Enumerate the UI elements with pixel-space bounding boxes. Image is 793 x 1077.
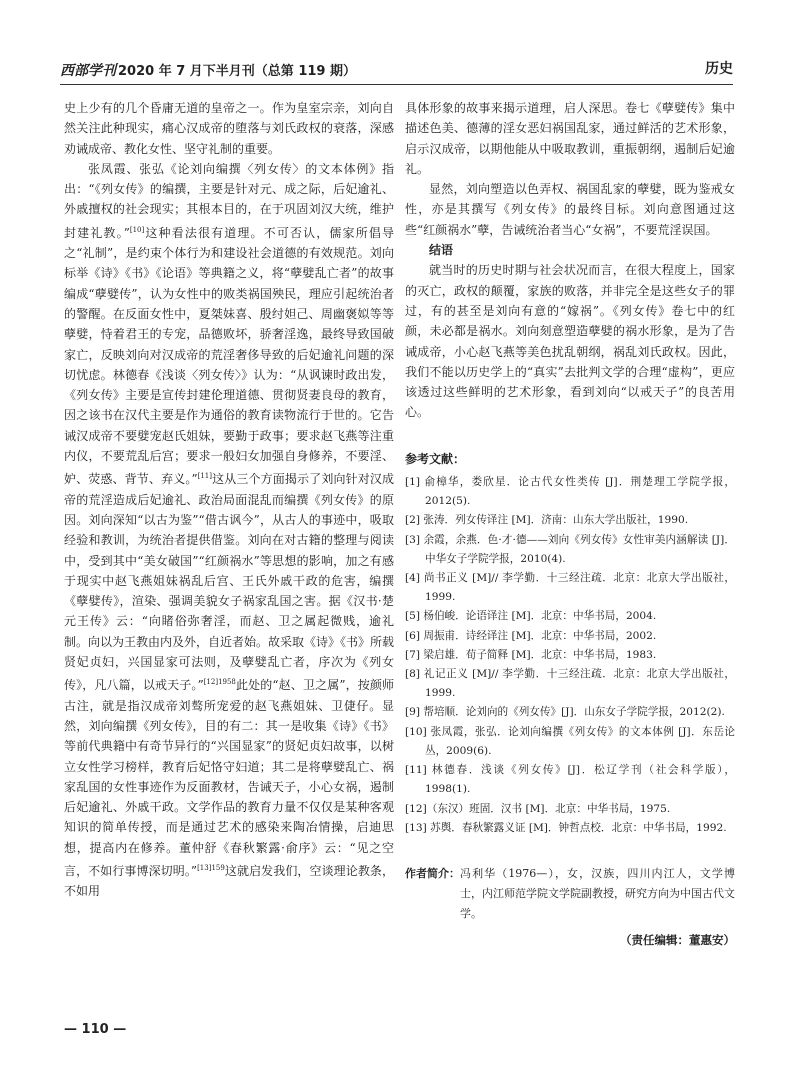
page-header: [60, 56, 733, 85]
reference-item: [6] 周振甫．诗经译注 [M]．北京：中华书局，2002.: [405, 629, 657, 642]
conclusion-paragraph: 就当时的历史时期与社会状况而言，在很大程度上，国家的灭亡，政权的颠覆，家族的败落，并非完全是这些女子的罪过，有的甚至是刘向有意的“嫁祸”。《列女传》卷七中的红颜，未必都是祸水。刘向刻意塑造孽嬖的祸水形象，是为了告诫成帝，小心赵飞燕等美色扰乱朝纲，祸乱刘氏政权。因此，我们不能以历史学上的“真实”去批判文学的合理“虚构”，更应该透过这些鲜明的艺术形象，看到刘向“以戒天子”的良苦用心。: [405, 263, 735, 420]
paragraph: 张凤霞、张弘《论刘向编撰〈列女传〉的文本体例》指出：“《列女传》的编撰，主要是针对元、成之际，后妃逾礼、外戚擅权的社会现实；其根本目的，在于巩固刘汉大统，维护封建礼教。”[10]这种看法很有道理。不可否认，儒家所倡导之“礼制”，是约束个体行为和建设社会道德的有效规范。刘向标举《诗》《书》《论语》等典籍之义，将“孽嬖乱亡者”的故事编成“孽嬖传”，认为女性中的败类祸国殃民，理应引起统治者的警醒。在反面女性中，夏桀妹喜、殷纣妲己、周幽褒姒等等孽嬖，恃着君王的专宠，品德败坏，骄奢淫逸，最终导致国破家亡，反映刘向对汉成帝的荒淫奢侈导致的后妃逾礼问题的深切忧虑。林德春《浅谈〈列女传〉》认为：“从讽谏时政出发，《列女传》主要是宣传封建伦理道德、贯彻贤妻良母的教育，因之该书在汉代主要是作为通俗的教育读物流行于世的。它告诫汉成帝不要嬖宠赵氏姐妹，要勤于政事；要求赵飞燕等注重内仪，不要荒乱后宫；要求一般妇女加强自身修养，不要淫、妒、荧惑、背节、弃义。”[11]这从三个方面揭示了刘向针对汉成帝的荒淫造成后妃逾礼、政治局面混乱而编撰《列女传》的原因。刘向深知“以古为鉴”“借古讽今”，从古人的事迹中，吸取经验和教训，为统治者提供借鉴。刘向在对古籍的整理与阅读中，受到其中“美女破国”“红颜祸水”等思想的影响，加之有感于现实中赵飞燕姐妹祸乱后宫、王氏外戚干政的危害，编撰《孽嬖传》，渲染、强调美貌女子祸家乱国之害。据《汉书·楚元王传》云：“向睹俗弥奢淫，而赵、卫之属起微贱，逾礼制。向以为王教由内及外，自近者始。故采取《诗》《书》所载贤妃贞妇，兴国显家可法则，及孽嬖乱亡者，序次为《列女传》，凡八篇，以戒天子。”$^{[12]1958}$此处的“赵、卫之属”，按颜师古注，就是指汉成帝刘骜所宠爱的赵飞燕姐妹、卫倢仔。显然，刘向编撰《列女传》，目的有二：其一是收集《诗》《书》等前代典籍中有奇节异行的“兴国显家”的贤妃贞妇故事，以树立女性学习榜样，教育后妃恪守妇道；其二是将孽嬖乱亡、祸家乱国的女性事迹作为反面教材，告诫天子，小心女祸，遏制后妃逾礼、外戚干政。文学作品的教育力量不仅仅是某种客观知识的简单传授，而是通过艺术的感染来陶冶情操，启迪思想，提高内在修养。董仲舒《春秋繁露·俞序》云：“见之空言，不如行事博深切明。”$^{[13]159}$这就启发我们，空谈理论教条，不如用: [64, 161, 395, 899]
reference-item: [10] 张凤霞，张弘．论刘向编撰《列女传》的文本体例 [J]．东岳论丛，2009(6).: [405, 725, 735, 757]
reference-item: [4] 尚书正义 [M]// 李学勤．十三经注疏．北京：北京大学出版社，1999.: [405, 572, 735, 604]
left-column: [64, 98, 394, 902]
reference-item: [3] 余霞，余燕．色·才·德——刘向《列女传》女性审美内涵解读 [J]．中华女子学院学报，2010(4).: [405, 533, 735, 565]
reference-item: [11] 林德春．浅谈《列女传》[J]．松辽学刊（社会科学版），1998(1).: [405, 764, 735, 796]
citation: [12]1958: [203, 678, 236, 687]
reference-item: [5] 杨伯峻．论语译注 [M]．北京：中华书局，2004.: [405, 610, 657, 623]
reference-item: [7] 梁启雄．荀子简释 [M]．北京：中华书局，1983.: [405, 648, 657, 661]
references-list: [405, 473, 735, 838]
author-bio: [405, 864, 735, 924]
section-title: 历史: [705, 61, 733, 77]
paragraph: 史上少有的几个昏庸无道的皇帝之一。作为皇室宗亲，刘向自然关注此种现实，痛心汉成帝的堕落与刘氏政权的衰落，深感劝诫成帝、教化女性、坚守礼制的重要。: [64, 101, 394, 156]
right-column: [405, 98, 735, 950]
author-text: 冯利华（1976—），女，汉族，四川内江人，文学博士，内江师范学院文学院副教授，研究方向为中国古代文学。: [460, 866, 735, 920]
paragraph: 具体形象的故事来揭示道理，启人深思。卷七《孽嬖传》集中描述色美、德薄的淫女恶妇祸国乱家，通过鲜活的艺术形象，启示汉成帝，以期他能从中吸取教训，重振朝纲，遏制后妃逾礼。: [405, 101, 735, 176]
reference-item: [8] 礼记正义 [M]// 李学勤．十三经注疏．北京：北京大学出版社，1999.: [405, 668, 735, 700]
citation: [13]159: [197, 863, 225, 872]
reference-item: [1] 俞樟华，娄欣星．论古代女性类传 [J]．荆楚理工学院学报，2012(5).: [405, 476, 735, 508]
reference-item: [12]（东汉）班固．汉书 [M]．北京：中华书局，1975.: [405, 802, 671, 815]
author-label: 作者简介：: [405, 866, 460, 880]
reference-item: [9] 帮培顺．论刘向的《列女传》[J]．山东女子学院学报，2012(2).: [405, 706, 725, 719]
journal-info: [60, 60, 356, 80]
conclusion-heading: 结语: [429, 243, 454, 258]
paragraph: 显然，刘向塑造以色弄权、祸国乱家的孽嬖，既为鉴戒女性，亦是其撰写《列女传》的最终目标。刘向意图通过这些“红颜祸水”孽，告诫统治者当心“女祸”，不要荒淫误国。: [405, 182, 735, 237]
page-number: — 110 —: [64, 1022, 127, 1037]
journal-logo: 西部学刊: [60, 63, 116, 79]
issue-info: 2020 年 7 月下半月刊（总第 119 期）: [118, 64, 356, 79]
editor-note: （责任编辑：董惠安）: [620, 932, 735, 947]
citation: [10]: [129, 225, 145, 234]
reference-item: [13] 苏舆．春秋繁露义证 [M]．钟哲点校．北京：中华书局，1992.: [405, 821, 727, 834]
references-heading: 参考文献：: [405, 451, 466, 466]
reference-item: [2] 张涛．列女传译注 [M]．济南：山东大学出版社，1990.: [405, 514, 689, 527]
citation: [11]: [197, 472, 212, 481]
